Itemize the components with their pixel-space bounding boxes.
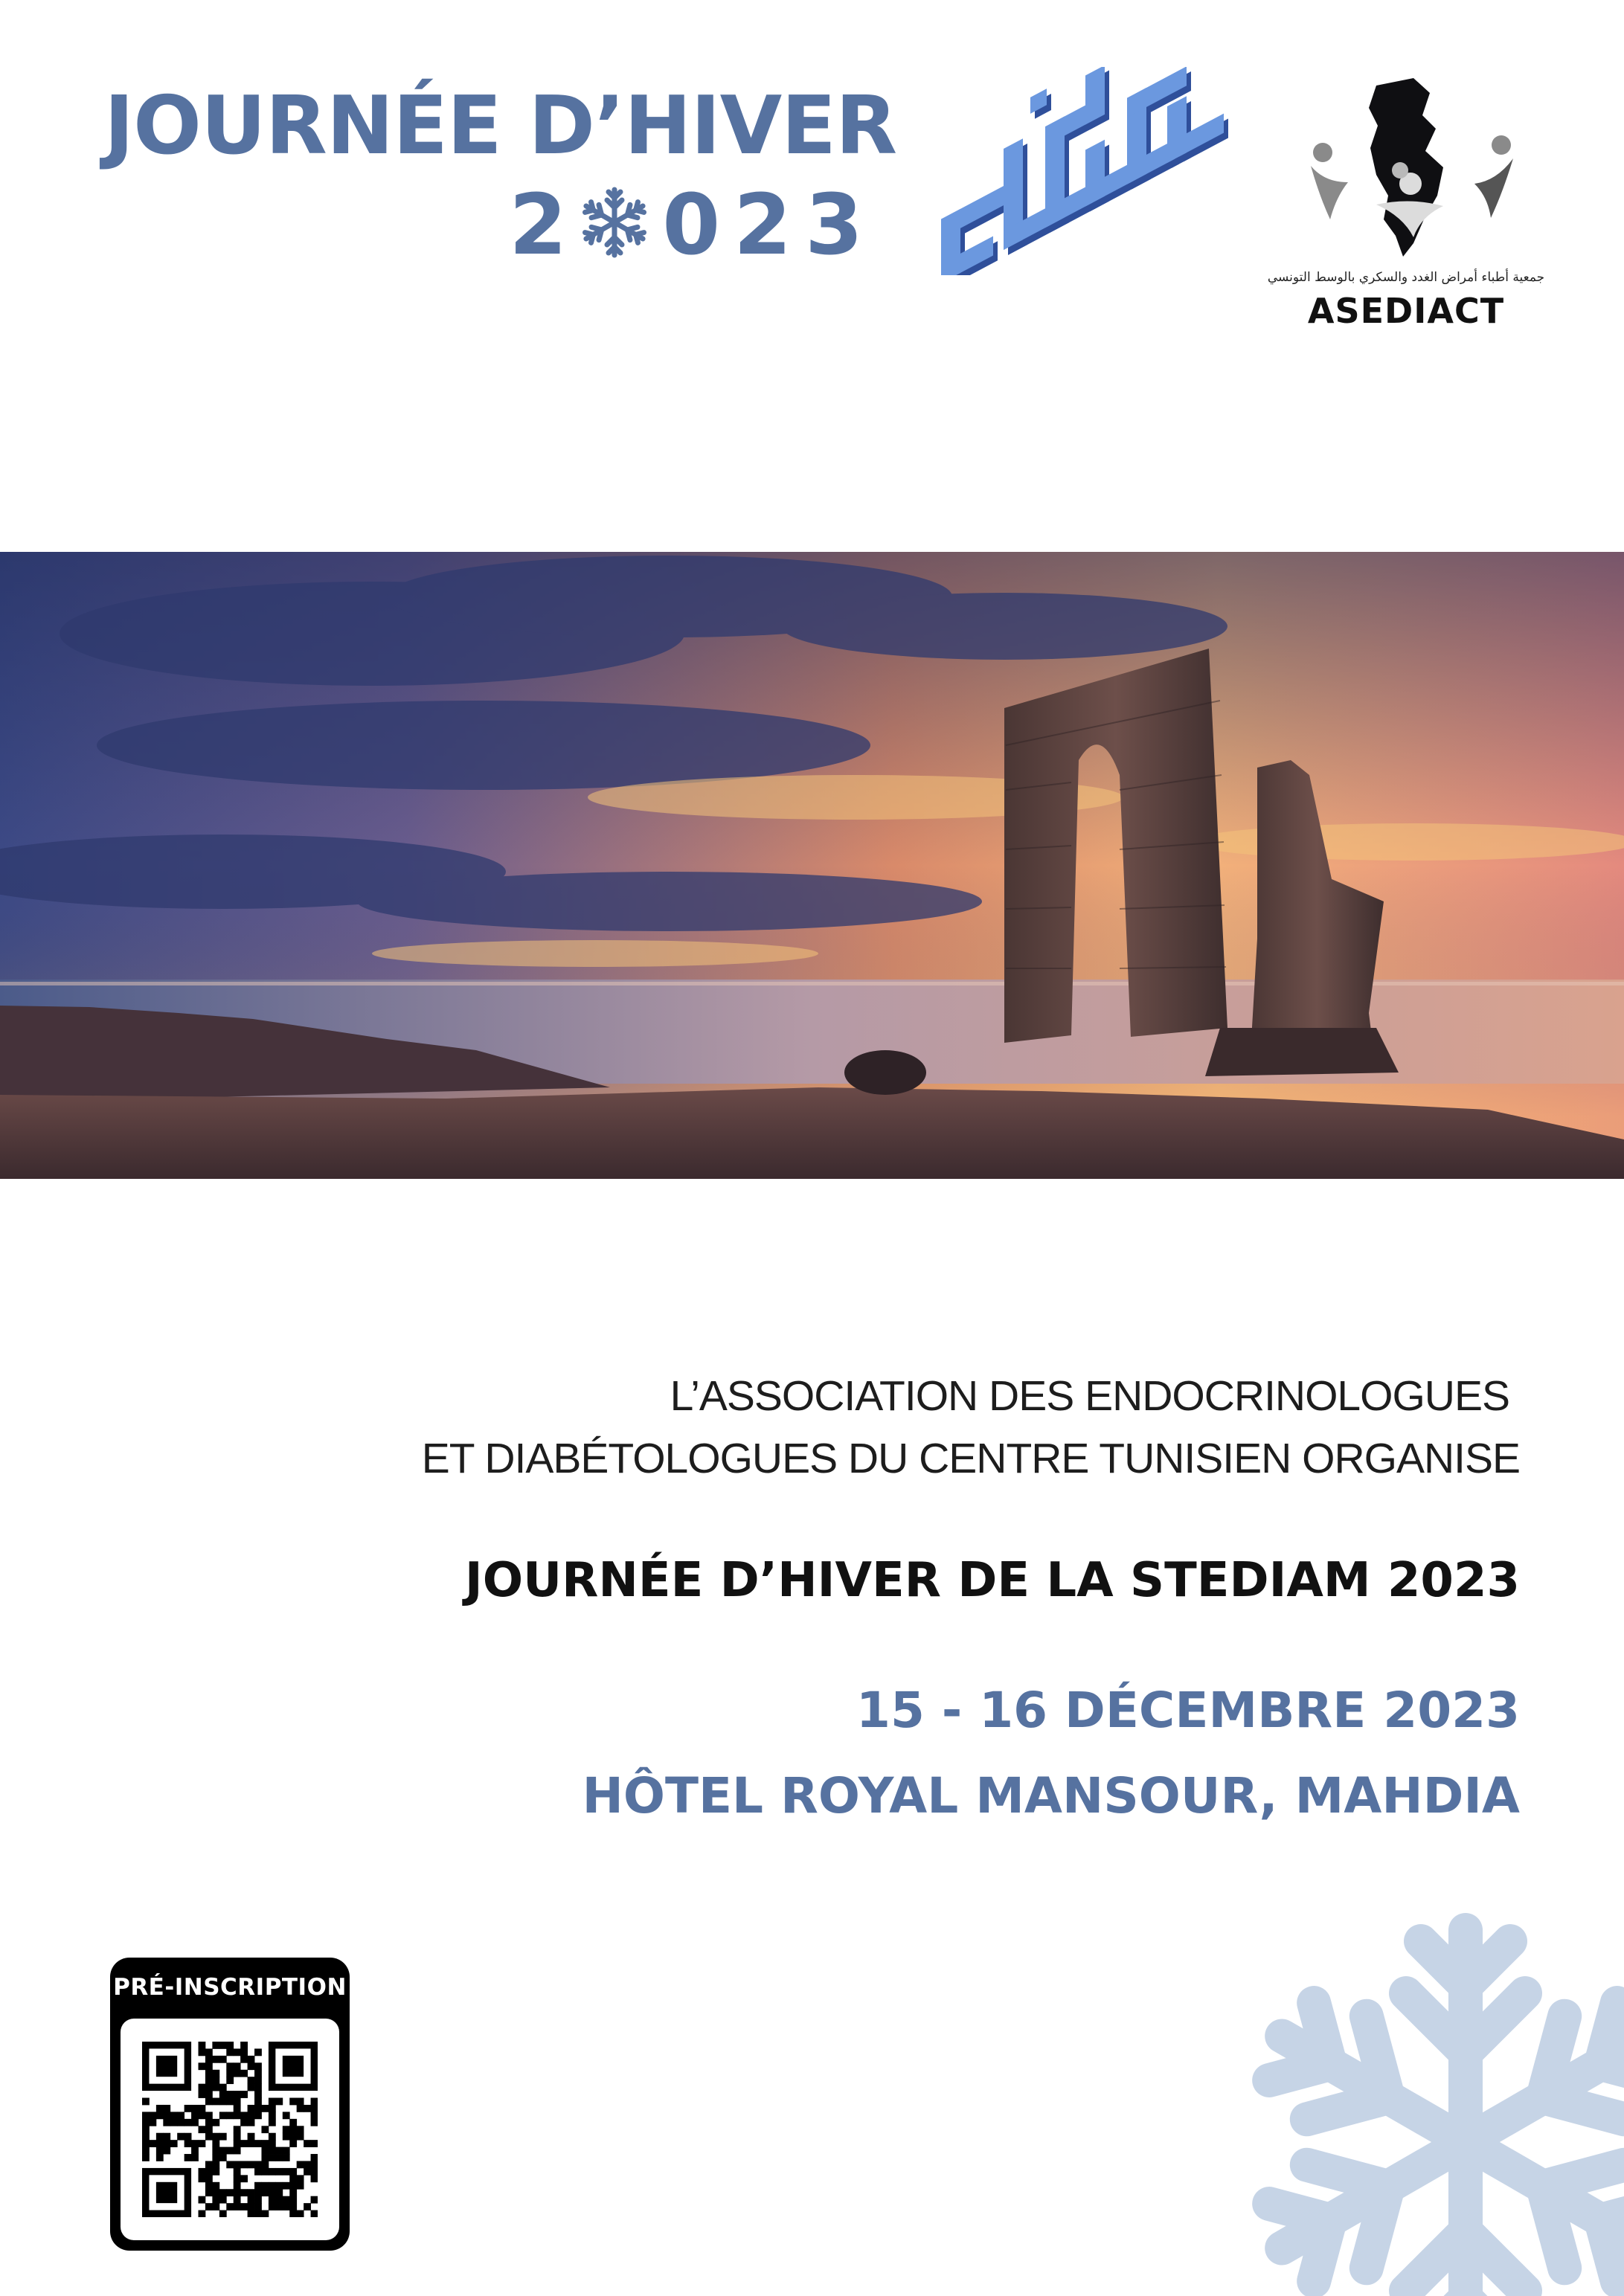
qr-module <box>156 2140 164 2147</box>
qr-module <box>261 2126 269 2133</box>
qr-module <box>212 2077 219 2084</box>
qr-module <box>289 2168 297 2176</box>
qr-module <box>199 2062 206 2070</box>
qr-module <box>254 2112 262 2119</box>
qr-module <box>212 2168 219 2176</box>
qr-module <box>261 2210 269 2217</box>
decorative-snowflake-icon <box>1235 1911 1624 2296</box>
qr-module <box>142 2098 150 2106</box>
qr-module <box>304 2140 311 2147</box>
qr-module <box>191 2119 199 2126</box>
qr-module <box>234 2203 241 2210</box>
qr-finder-pattern <box>283 2056 304 2077</box>
qr-module <box>254 2105 262 2112</box>
qr-module <box>219 2189 227 2196</box>
qr-module <box>275 2168 283 2176</box>
qr-module <box>205 2091 213 2098</box>
qr-module <box>212 2133 219 2141</box>
qr-module <box>226 2070 234 2077</box>
qr-module <box>254 2140 262 2147</box>
qr-module <box>226 2189 234 2196</box>
qr-module <box>275 2154 283 2161</box>
qr-module <box>283 2203 290 2210</box>
qr-module <box>297 2105 304 2112</box>
qr-module <box>261 2189 269 2196</box>
qr-module <box>248 2077 255 2084</box>
qr-module <box>234 2175 241 2182</box>
qr-module <box>234 2126 241 2133</box>
qr-module <box>234 2098 241 2106</box>
qr-module <box>212 2147 219 2155</box>
qr-module <box>275 2182 283 2190</box>
qr-module <box>156 2112 164 2119</box>
asediact-arabic-name: جمعية أطباء أمراض الغدد والسكري بالوسط التونسي <box>1267 270 1545 285</box>
qr-module <box>184 2154 192 2161</box>
qr-module <box>191 2140 199 2147</box>
qr-module <box>248 2133 255 2141</box>
qr-module <box>226 2112 234 2119</box>
qr-module <box>240 2161 248 2168</box>
qr-module <box>240 2042 248 2049</box>
qr-module <box>248 2056 255 2063</box>
pre-registration-qr-card[interactable] <box>110 1958 350 2251</box>
qr-module <box>254 2168 262 2176</box>
qr-module <box>240 2091 248 2098</box>
qr-module <box>311 2105 318 2112</box>
qr-module <box>297 2098 304 2106</box>
qr-module <box>283 2112 290 2119</box>
qr-module <box>219 2098 227 2106</box>
qr-module <box>248 2161 255 2168</box>
qr-module <box>297 2161 304 2168</box>
qr-module <box>261 2140 269 2147</box>
qr-module <box>261 2154 269 2161</box>
qr-module <box>248 2105 255 2112</box>
qr-module <box>199 2126 206 2133</box>
year-digit: 0 <box>662 177 721 274</box>
title-year <box>104 176 863 274</box>
qr-module <box>199 2168 206 2176</box>
qr-module <box>311 2161 318 2168</box>
qr-module <box>254 2196 262 2204</box>
qr-module <box>199 2042 206 2049</box>
qr-code-icon[interactable] <box>142 2042 318 2217</box>
qr-module <box>289 2203 297 2210</box>
qr-module <box>184 2119 192 2126</box>
title-line-1: JOURNÉE D’HIVER <box>104 80 897 173</box>
qr-module <box>248 2196 255 2204</box>
qr-module <box>156 2147 164 2155</box>
snowflake-icon <box>577 185 652 260</box>
event-venue: HÔTEL ROYAL MANSOUR, MAHDIA <box>582 1767 1520 1824</box>
qr-module <box>212 2119 219 2126</box>
qr-module <box>219 2210 227 2217</box>
asediact-logo <box>1265 71 1547 338</box>
qr-module <box>149 2112 156 2119</box>
qr-module <box>177 2112 184 2119</box>
qr-module <box>212 2042 219 2049</box>
qr-module <box>311 2112 318 2119</box>
qr-module <box>170 2112 178 2119</box>
qr-module <box>304 2161 311 2168</box>
qr-module <box>275 2189 283 2196</box>
qr-module <box>234 2189 241 2196</box>
qr-module <box>254 2048 262 2056</box>
qr-module <box>205 2133 213 2141</box>
qr-module <box>219 2133 227 2141</box>
qr-module <box>205 2056 213 2063</box>
qr-module <box>177 2133 184 2141</box>
qr-module <box>248 2140 255 2147</box>
qr-module <box>219 2091 227 2098</box>
qr-module <box>311 2098 318 2106</box>
year-digit: 2 <box>734 177 792 274</box>
qr-module <box>205 2112 213 2119</box>
qr-module <box>234 2161 241 2168</box>
qr-module <box>226 2098 234 2106</box>
kufic-calligraphy-logo-icon <box>934 67 1239 275</box>
qr-module <box>226 2147 234 2155</box>
qr-module <box>219 2147 227 2155</box>
qr-code-frame <box>121 2019 339 2240</box>
qr-module <box>142 2147 150 2155</box>
qr-module <box>248 2084 255 2091</box>
qr-module <box>212 2154 219 2161</box>
qr-module <box>226 2077 234 2084</box>
qr-module <box>261 2161 269 2168</box>
qr-module <box>269 2154 276 2161</box>
association-intro <box>255 1365 1520 1490</box>
qr-module <box>254 2182 262 2190</box>
qr-finder-pattern <box>156 2182 177 2203</box>
qr-module <box>163 2140 170 2147</box>
qr-module <box>240 2203 248 2210</box>
qr-module <box>212 2182 219 2190</box>
banner-photo <box>0 552 1624 1179</box>
qr-module <box>275 2196 283 2204</box>
qr-module <box>261 2182 269 2190</box>
qr-module <box>149 2119 156 2126</box>
qr-module <box>289 2133 297 2141</box>
qr-module <box>289 2196 297 2204</box>
qr-module <box>254 2189 262 2196</box>
qr-module <box>248 2062 255 2070</box>
qr-module <box>212 2189 219 2196</box>
qr-module <box>269 2203 276 2210</box>
qr-module <box>205 2203 213 2210</box>
qr-module <box>283 2126 290 2133</box>
qr-module <box>297 2182 304 2190</box>
qr-module <box>212 2161 219 2168</box>
qr-module <box>289 2098 297 2106</box>
qr-module <box>240 2056 248 2063</box>
qr-module <box>234 2168 241 2176</box>
asediact-name: ASEDIACT <box>1307 291 1505 331</box>
qr-module <box>191 2112 199 2119</box>
qr-module <box>275 2098 283 2106</box>
qr-module <box>226 2048 234 2056</box>
qr-module <box>248 2119 255 2126</box>
qr-module <box>240 2048 248 2056</box>
qr-module <box>311 2154 318 2161</box>
qr-module <box>205 2077 213 2084</box>
qr-module <box>254 2077 262 2084</box>
year-digit: 3 <box>805 177 863 274</box>
qr-module <box>283 2196 290 2204</box>
qr-module <box>311 2168 318 2176</box>
qr-module <box>269 2112 276 2119</box>
qr-module <box>304 2203 311 2210</box>
qr-module <box>283 2182 290 2190</box>
qr-module <box>240 2189 248 2196</box>
qr-module <box>142 2140 150 2147</box>
qr-module <box>269 2098 276 2106</box>
pre-registration-label: PRÉ-INSCRIPTION <box>113 1974 347 2001</box>
qr-module <box>142 2126 150 2133</box>
qr-module <box>199 2084 206 2091</box>
event-title: JOURNÉE D’HIVER DE LA STEDIAM 2023 <box>464 1553 1520 1608</box>
qr-module <box>199 2210 206 2217</box>
qr-module <box>184 2133 192 2141</box>
qr-module <box>311 2140 318 2147</box>
qr-module <box>205 2098 213 2106</box>
qr-module <box>156 2133 164 2141</box>
qr-module <box>184 2105 192 2112</box>
qr-module <box>240 2070 248 2077</box>
qr-module <box>254 2062 262 2070</box>
qr-module <box>212 2140 219 2147</box>
qr-module <box>269 2133 276 2141</box>
qr-module <box>248 2203 255 2210</box>
qr-module <box>254 2070 262 2077</box>
qr-module <box>234 2196 241 2204</box>
qr-module <box>311 2210 318 2217</box>
qr-module <box>205 2189 213 2196</box>
qr-module <box>234 2062 241 2070</box>
qr-module <box>283 2154 290 2161</box>
qr-module <box>212 2084 219 2091</box>
qr-module <box>219 2196 227 2204</box>
qr-module <box>205 2119 213 2126</box>
qr-module <box>289 2126 297 2133</box>
qr-module <box>199 2112 206 2119</box>
qr-module <box>240 2140 248 2147</box>
qr-module <box>269 2147 276 2155</box>
qr-module <box>289 2189 297 2196</box>
qr-module <box>142 2112 150 2119</box>
qr-module <box>199 2140 206 2147</box>
qr-module <box>163 2147 170 2155</box>
qr-module <box>163 2133 170 2141</box>
qr-module <box>261 2147 269 2155</box>
year-digit: 2 <box>509 177 568 274</box>
qr-module <box>297 2175 304 2182</box>
qr-module <box>219 2084 227 2091</box>
poster-title <box>104 80 897 274</box>
qr-module <box>219 2112 227 2119</box>
qr-module <box>199 2105 206 2112</box>
qr-module <box>234 2091 241 2098</box>
qr-module <box>142 2154 150 2161</box>
qr-module <box>269 2105 276 2112</box>
qr-module <box>269 2168 276 2176</box>
qr-module <box>269 2196 276 2204</box>
qr-module <box>184 2140 192 2147</box>
qr-module <box>234 2147 241 2155</box>
qr-module <box>205 2070 213 2077</box>
qr-module <box>269 2119 276 2126</box>
qr-module <box>170 2119 178 2126</box>
qr-module <box>254 2203 262 2210</box>
qr-module <box>248 2189 255 2196</box>
qr-module <box>219 2154 227 2161</box>
qr-module <box>205 2182 213 2190</box>
qr-module <box>199 2175 206 2182</box>
qr-module <box>142 2133 150 2141</box>
qr-module <box>254 2084 262 2091</box>
tunisia-map-people-icon <box>1265 71 1547 271</box>
qr-module <box>199 2091 206 2098</box>
qr-module <box>163 2119 170 2126</box>
qr-module <box>156 2105 164 2112</box>
association-line-2: ET DIABÉTOLOGUES DU CENTRE TUNISIEN ORGANISE <box>421 1435 1520 1482</box>
qr-module <box>304 2168 311 2176</box>
qr-module <box>275 2203 283 2210</box>
qr-module <box>177 2119 184 2126</box>
qr-module <box>240 2119 248 2126</box>
qr-module <box>297 2126 304 2133</box>
qr-module <box>234 2105 241 2112</box>
qr-module <box>226 2203 234 2210</box>
qr-module <box>234 2140 241 2147</box>
qr-module <box>248 2210 255 2217</box>
qr-module <box>283 2168 290 2176</box>
qr-module <box>289 2119 297 2126</box>
qr-module <box>240 2175 248 2182</box>
qr-module <box>269 2140 276 2147</box>
event-dates: 15 - 16 DÉCEMBRE 2023 <box>856 1682 1520 1739</box>
qr-module <box>226 2091 234 2098</box>
qr-module <box>304 2105 311 2112</box>
sunset-ruin-photo <box>0 552 1624 1179</box>
qr-module <box>234 2070 241 2077</box>
qr-module <box>199 2196 206 2204</box>
qr-module <box>212 2098 219 2106</box>
qr-module <box>205 2084 213 2091</box>
qr-module <box>205 2048 213 2056</box>
qr-module <box>254 2098 262 2106</box>
qr-module <box>289 2140 297 2147</box>
qr-module <box>275 2147 283 2155</box>
qr-module <box>254 2161 262 2168</box>
qr-module <box>283 2147 290 2155</box>
qr-module <box>191 2154 199 2161</box>
qr-module <box>240 2112 248 2119</box>
qr-module <box>226 2042 234 2049</box>
qr-module <box>212 2203 219 2210</box>
qr-module <box>234 2048 241 2056</box>
qr-module <box>261 2168 269 2176</box>
association-line-1: L’ASSOCIATION DES ENDOCRINOLOGUES <box>670 1372 1509 1420</box>
qr-module <box>212 2056 219 2063</box>
qr-module <box>234 2112 241 2119</box>
qr-module <box>142 2119 150 2126</box>
qr-module <box>170 2140 178 2147</box>
qr-module <box>234 2182 241 2190</box>
qr-module <box>289 2210 297 2217</box>
qr-module <box>205 2062 213 2070</box>
qr-module <box>191 2147 199 2155</box>
qr-module <box>311 2119 318 2126</box>
qr-module <box>149 2140 156 2147</box>
qr-module <box>156 2154 164 2161</box>
qr-module <box>254 2210 262 2217</box>
qr-module <box>234 2133 241 2141</box>
qr-module <box>269 2182 276 2190</box>
qr-module <box>205 2161 213 2168</box>
qr-module <box>205 2168 213 2176</box>
qr-module <box>283 2133 290 2141</box>
qr-module <box>212 2196 219 2204</box>
qr-module <box>163 2112 170 2119</box>
qr-module <box>248 2112 255 2119</box>
qr-module <box>261 2105 269 2112</box>
qr-module <box>269 2189 276 2196</box>
qr-finder-pattern <box>156 2056 177 2077</box>
qr-module <box>297 2210 304 2217</box>
qr-module <box>311 2175 318 2182</box>
qr-module <box>226 2161 234 2168</box>
qr-module <box>297 2133 304 2141</box>
qr-module <box>163 2105 170 2112</box>
qr-module <box>212 2070 219 2077</box>
qr-module <box>205 2175 213 2182</box>
qr-module <box>199 2048 206 2056</box>
qr-module <box>205 2126 213 2133</box>
qr-module <box>289 2175 297 2182</box>
qr-module <box>254 2091 262 2098</box>
qr-module <box>219 2056 227 2063</box>
qr-module <box>311 2196 318 2204</box>
qr-module <box>219 2042 227 2049</box>
qr-module <box>226 2062 234 2070</box>
qr-module <box>289 2182 297 2190</box>
qr-module <box>191 2105 199 2112</box>
